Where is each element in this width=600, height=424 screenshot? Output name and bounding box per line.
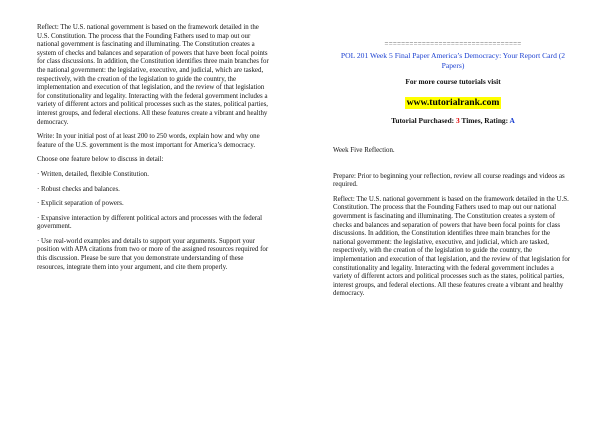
feature-item: · Written, detailed, flexible Constitution. xyxy=(37,170,149,178)
prepare-paragraph: Prepare: Prior to beginning your reflection, review all course readings and videos as required. xyxy=(333,172,565,189)
reflect-paragraph-right: Reflect: The U.S. national government is based on the framework detailed in the U.S. Constitution. The process that the Founding Fathers used to map out our national government is fascinating and illuminating. The Constitution creates a system of checks and balances and separation of powers that have been focal points for class discussions. In addition, the Constitution identifies three main branches for the national government: the legislative, executive, and judicial, which are tasked, respectively, with the creation of the legislation to guide the country, the implementation and execution of that legislation, and the review of that legislation for constitutionality and legality. Interacting with the federal government includes a variety of different actors and political processes such as the states, political parties, interest groups, and federal elections. All these features create a vibrant and healthy democracy. xyxy=(333,195,571,298)
purchase-count: 3 xyxy=(456,116,460,125)
reflect-paragraph: Reflect: The U.S. national government is based on the framework detailed in the U.S. Constitution. The process that the Founding Fathers used to map out our national government is fascinating and illuminating. The Constitution creates a system of checks and balances and separation of powers that have been focal points for class discussions. In addition, the Constitution identifies three main branches for the national government: the legislative, executive, and judicial, which are tasked, respectively, with the creation of the legislation to guide the country, the implementation and execution of that legislation, and the review of that legislation for constitutionality and legality. Interacting with the federal government includes a variety of different actors and political processes such as the states, political parties, interest groups, and federal elections. All these features create a vibrant and healthy democracy. xyxy=(37,24,269,126)
more-tutorials-text: For more course tutorials visit xyxy=(405,77,501,86)
right-column xyxy=(333,40,573,299)
feature-item: · Expansive interaction by different political actors and processes with the federal government. xyxy=(37,214,263,231)
left-column xyxy=(37,24,271,272)
feature-item: · Explicit separation of powers. xyxy=(37,200,124,208)
rating-label: Times, Rating: xyxy=(459,116,510,125)
purchase-info xyxy=(333,116,573,125)
week-heading: Week Five Reflection. xyxy=(333,147,395,154)
write-paragraph: Write: In your initial post of at least 200 to 250 words, explain how and why one feature of the U.S. government is the most important for America’s democracy. xyxy=(37,133,260,149)
separator-rule: ================================= xyxy=(384,40,522,48)
site-line xyxy=(333,92,573,110)
choose-paragraph: Choose one feature below to discuss in detail: xyxy=(37,156,164,164)
rating-value: A xyxy=(509,116,515,125)
feature-item: · Robust checks and balances. xyxy=(37,185,120,193)
tutorial-title: POL 201 Week 5 Final Paper America’s Democracy: Your Report Card (2 Papers) xyxy=(340,51,566,70)
support-paragraph: · Use real-world examples and details to support your arguments. Support your position with APA citations from two or more of the assigned resources required for this discussion. Please be sure that you demonstrate understanding of these resources, integrate them into your argument, and cite them properly. xyxy=(37,237,269,271)
site-link[interactable]: www.tutorialrank.com xyxy=(406,97,500,108)
purchased-label: Tutorial Purchased: xyxy=(391,116,456,125)
